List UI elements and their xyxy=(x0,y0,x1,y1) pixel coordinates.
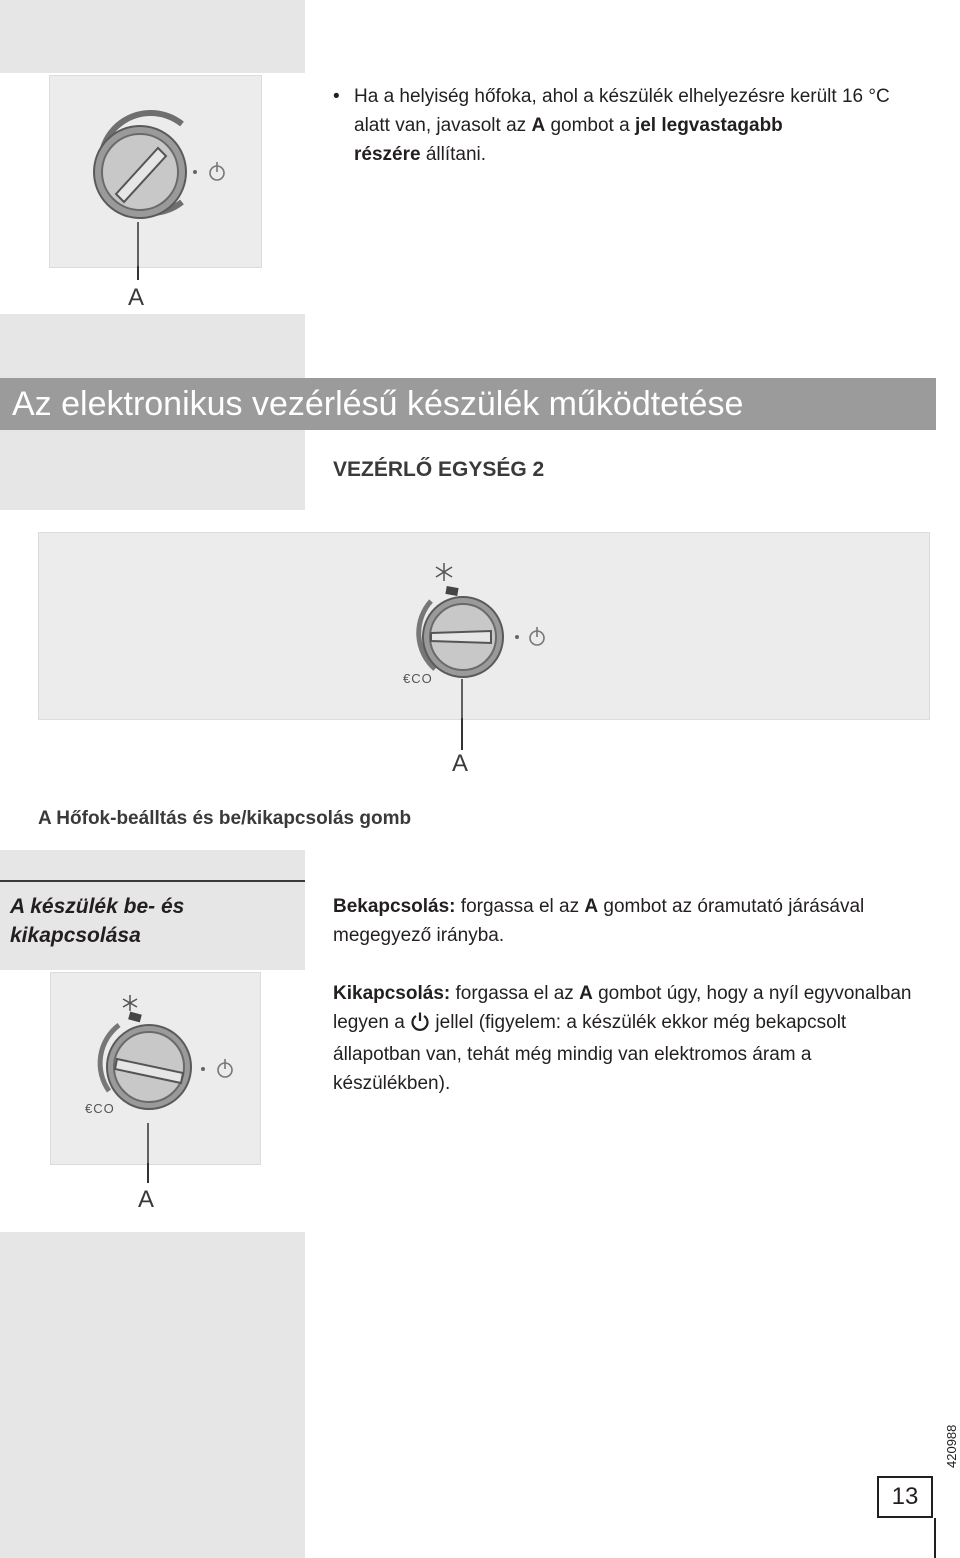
bullet-paragraph: • Ha a helyiség hőfoka, ahol a készülék elhelyezésre került 16 °C alatt van, javasolt az A gombot a jel legvastagabb részére állítani. xyxy=(333,82,903,169)
control-knob-icon xyxy=(39,533,929,719)
control-panel xyxy=(38,532,930,720)
knob-label-2: A xyxy=(452,750,469,777)
page-number-rule xyxy=(934,1518,936,1558)
section2-rule xyxy=(0,880,305,882)
power-off-paragraph: Kikapcsolás: forgassa el az A gombot úgy, hogy a nyíl egyvonalban legyen a jellel (figyelem: a készülék ekkor még bekapcsolt állapotban van, tehát még mindig van elektromos áram a készülékben). xyxy=(333,983,912,1094)
knob-illustration-1 xyxy=(49,75,262,268)
section-header-bar xyxy=(0,378,936,430)
eco-label: €CO xyxy=(403,671,433,686)
thermostat-knob-off-icon xyxy=(51,973,260,1164)
subtitle: VEZÉRLŐ EGYSÉG 2 xyxy=(333,458,545,481)
knob-stem-1 xyxy=(137,266,139,280)
power-icon xyxy=(410,1011,430,1040)
knob-label-3: A xyxy=(138,1186,155,1213)
page-number-box xyxy=(877,1476,933,1518)
knob-stem-2 xyxy=(461,718,463,750)
page-number: 13 xyxy=(891,1483,919,1510)
document-code: 420988 xyxy=(944,1424,959,1468)
page-title: Az elektronikus vezérlésű készülék működtetése xyxy=(12,385,744,423)
knob-stem-3 xyxy=(147,1163,149,1183)
knob-caption: A Hőfok-beálltás és be/kikapcsolás gomb xyxy=(38,808,412,829)
knob-label-1: A xyxy=(128,284,145,311)
side-bar-top xyxy=(0,0,305,73)
side-bar-bottom xyxy=(0,1232,305,1558)
bullet-icon: • xyxy=(333,86,340,107)
section2-heading: A készülék be- és kikapcsolása xyxy=(10,895,185,947)
power-on-paragraph: Bekapcsolás: forgassa el az A gombot az óramutató járásával megegyező irányba. xyxy=(333,896,865,946)
thermostat-knob-icon xyxy=(50,76,261,267)
knob-illustration-2 xyxy=(50,972,261,1165)
eco-label-2: €CO xyxy=(85,1101,115,1116)
